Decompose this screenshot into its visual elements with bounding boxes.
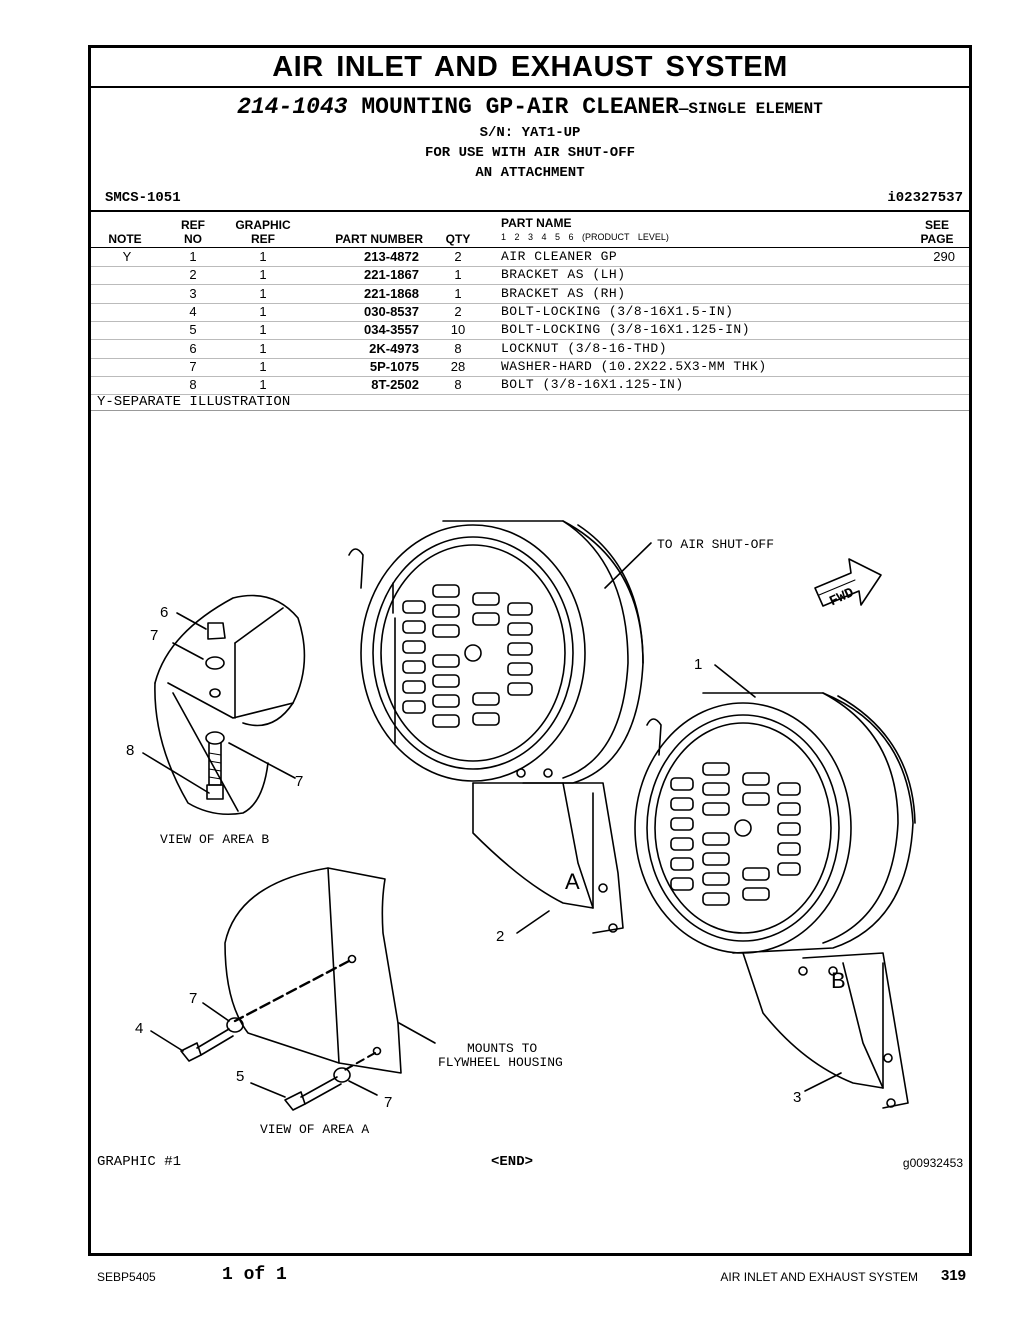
- cell-ref: 7: [189, 358, 197, 374]
- graphic-label: GRAPHIC #1: [97, 1154, 182, 1170]
- cell-qty: 2: [454, 303, 462, 319]
- serial-range: S/N: YAT1-UP: [479, 125, 581, 141]
- cell-qty: 1: [454, 267, 462, 283]
- page-of-count: 1 of 1: [222, 1265, 287, 1285]
- cell-name: BRACKET AS (RH): [501, 285, 626, 301]
- callout-6: 6: [160, 604, 169, 621]
- label-fwd: FWD: [827, 585, 857, 611]
- cell-qty: 2: [454, 249, 462, 264]
- callout-2: 2: [496, 928, 505, 945]
- cell-part-number: 213-4872: [364, 249, 419, 264]
- group-name: MOUNTING GP-AIR CLEANER: [361, 94, 679, 120]
- cell-name: WASHER-HARD (10.2X22.5X3-MM THK): [501, 358, 767, 374]
- callout-3: 3: [793, 1089, 802, 1106]
- page-number: 319: [940, 1267, 966, 1284]
- cell-name: LOCKNUT (3/8-16-THD): [501, 340, 668, 356]
- cell-part-number: 030-8537: [364, 303, 419, 319]
- area-b-marker: B: [831, 968, 846, 993]
- cell-ref: 5: [189, 322, 197, 338]
- exploded-view-drawing: [91, 508, 969, 1148]
- detail-view-a: [151, 868, 435, 1110]
- header-divider: [91, 210, 969, 212]
- table-row: [91, 340, 969, 359]
- group-suffix: —SINGLE ELEMENT: [678, 100, 823, 118]
- cell-qty: 28: [450, 358, 466, 374]
- callout-7: 7: [384, 1094, 393, 1111]
- cell-ref: 8: [189, 377, 197, 393]
- table-row: [91, 285, 969, 304]
- cell-part-number: 8T-2502: [371, 377, 419, 393]
- col-see-top: SEE: [924, 218, 949, 232]
- label-mounts-to: MOUNTS TO: [467, 1041, 538, 1056]
- table-row: [91, 321, 969, 340]
- cell-graphic: 1: [259, 377, 267, 393]
- footnote: Y-SEPARATE ILLUSTRATION: [97, 394, 291, 410]
- cell-part-number: 221-1868: [364, 285, 419, 301]
- callout-5: 5: [236, 1068, 245, 1085]
- cell-see-page: 290: [933, 249, 955, 264]
- callout-4: 4: [135, 1020, 144, 1037]
- cell-qty: 1: [454, 285, 462, 301]
- col-product-level: 1 2 3 4 5 6 (PRODUCT LEVEL): [501, 232, 669, 242]
- cell-ref: 6: [189, 340, 197, 356]
- parts-page-frame: [88, 45, 972, 1256]
- col-graphic-bottom: REF: [251, 232, 275, 246]
- smcs-code: SMCS-1051: [105, 190, 181, 206]
- cell-name: BOLT-LOCKING (3/8-16X1.125-IN): [501, 322, 751, 338]
- col-ref-top: REF: [181, 218, 205, 232]
- label-flywheel-housing: FLYWHEEL HOUSING: [438, 1055, 563, 1070]
- group-number: 214-1043: [237, 94, 348, 120]
- cell-graphic: 1: [259, 322, 267, 338]
- col-note: NOTE: [108, 232, 142, 246]
- detail-view-b: [143, 596, 304, 815]
- end-marker: <END>: [491, 1154, 534, 1170]
- air-cleaner-lower: [635, 693, 915, 1108]
- table-end-divider: [91, 410, 969, 411]
- illustration-id: i02327537: [887, 190, 963, 206]
- callout-8: 8: [126, 742, 135, 759]
- cell-name: BOLT (3/8-16X1.125-IN): [501, 377, 684, 393]
- cell-note: Y: [122, 249, 132, 264]
- cell-graphic: 1: [259, 249, 267, 264]
- col-ref-bottom: NO: [184, 232, 202, 246]
- cell-ref: 3: [189, 285, 197, 301]
- page-title: AIR INLET AND EXHAUST SYSTEM: [91, 48, 969, 88]
- cell-name: BOLT-LOCKING (3/8-16X1.5-IN): [501, 303, 734, 319]
- table-row: [91, 303, 969, 322]
- callout-7: 7: [189, 990, 198, 1007]
- usage-line-1: FOR USE WITH AIR SHUT-OFF: [424, 145, 636, 161]
- cell-qty: 8: [454, 340, 462, 356]
- cell-graphic: 1: [259, 358, 267, 374]
- label-to-air-shutoff: TO AIR SHUT-OFF: [657, 537, 775, 552]
- table-row: [91, 248, 969, 267]
- cell-part-number: 221-1867: [364, 267, 419, 283]
- col-qty: QTY: [445, 232, 471, 246]
- col-part-name: PART NAME: [501, 216, 572, 230]
- cell-name: BRACKET AS (LH): [501, 267, 626, 283]
- cell-graphic: 1: [259, 285, 267, 301]
- col-see-bottom: PAGE: [920, 232, 954, 246]
- table-row: [91, 358, 969, 377]
- cell-graphic: 1: [259, 303, 267, 319]
- cell-qty: 8: [454, 377, 462, 393]
- callout-7: 7: [295, 773, 304, 790]
- cell-graphic: 1: [259, 340, 267, 356]
- cell-part-number: 034-3557: [364, 322, 419, 338]
- leader-2: [517, 911, 549, 933]
- cell-qty: 10: [450, 322, 466, 338]
- cell-ref: 2: [189, 267, 197, 283]
- cell-ref: 1: [189, 249, 197, 264]
- group-header: [91, 94, 969, 120]
- footer-section-title: AIR INLET AND EXHAUST SYSTEM: [720, 1270, 918, 1284]
- cell-part-number: 2K-4973: [369, 340, 419, 356]
- col-graphic-top: GRAPHIC: [235, 218, 291, 232]
- label-view-area-a: VIEW OF AREA A: [260, 1122, 370, 1137]
- usage-line-2: AN ATTACHMENT: [475, 165, 585, 181]
- cell-part-number: 5P-1075: [369, 358, 419, 374]
- document-id: SEBP5405: [97, 1270, 156, 1284]
- cell-graphic: 1: [259, 267, 267, 283]
- label-view-area-b: VIEW OF AREA B: [160, 832, 270, 847]
- col-part-number: PART NUMBER: [335, 232, 423, 246]
- callout-7: 7: [150, 627, 159, 644]
- callout-1: 1: [694, 656, 703, 673]
- area-a-marker: A: [565, 869, 580, 894]
- leader-3: [805, 1073, 841, 1091]
- cell-name: AIR CLEANER GP: [501, 249, 618, 264]
- air-cleaner-upper: [349, 521, 643, 933]
- cell-ref: 4: [189, 303, 197, 319]
- table-row: [91, 266, 969, 285]
- table-row: [91, 376, 969, 395]
- leader-to-shutoff: [605, 543, 651, 588]
- graphic-id: g00932453: [902, 1156, 963, 1170]
